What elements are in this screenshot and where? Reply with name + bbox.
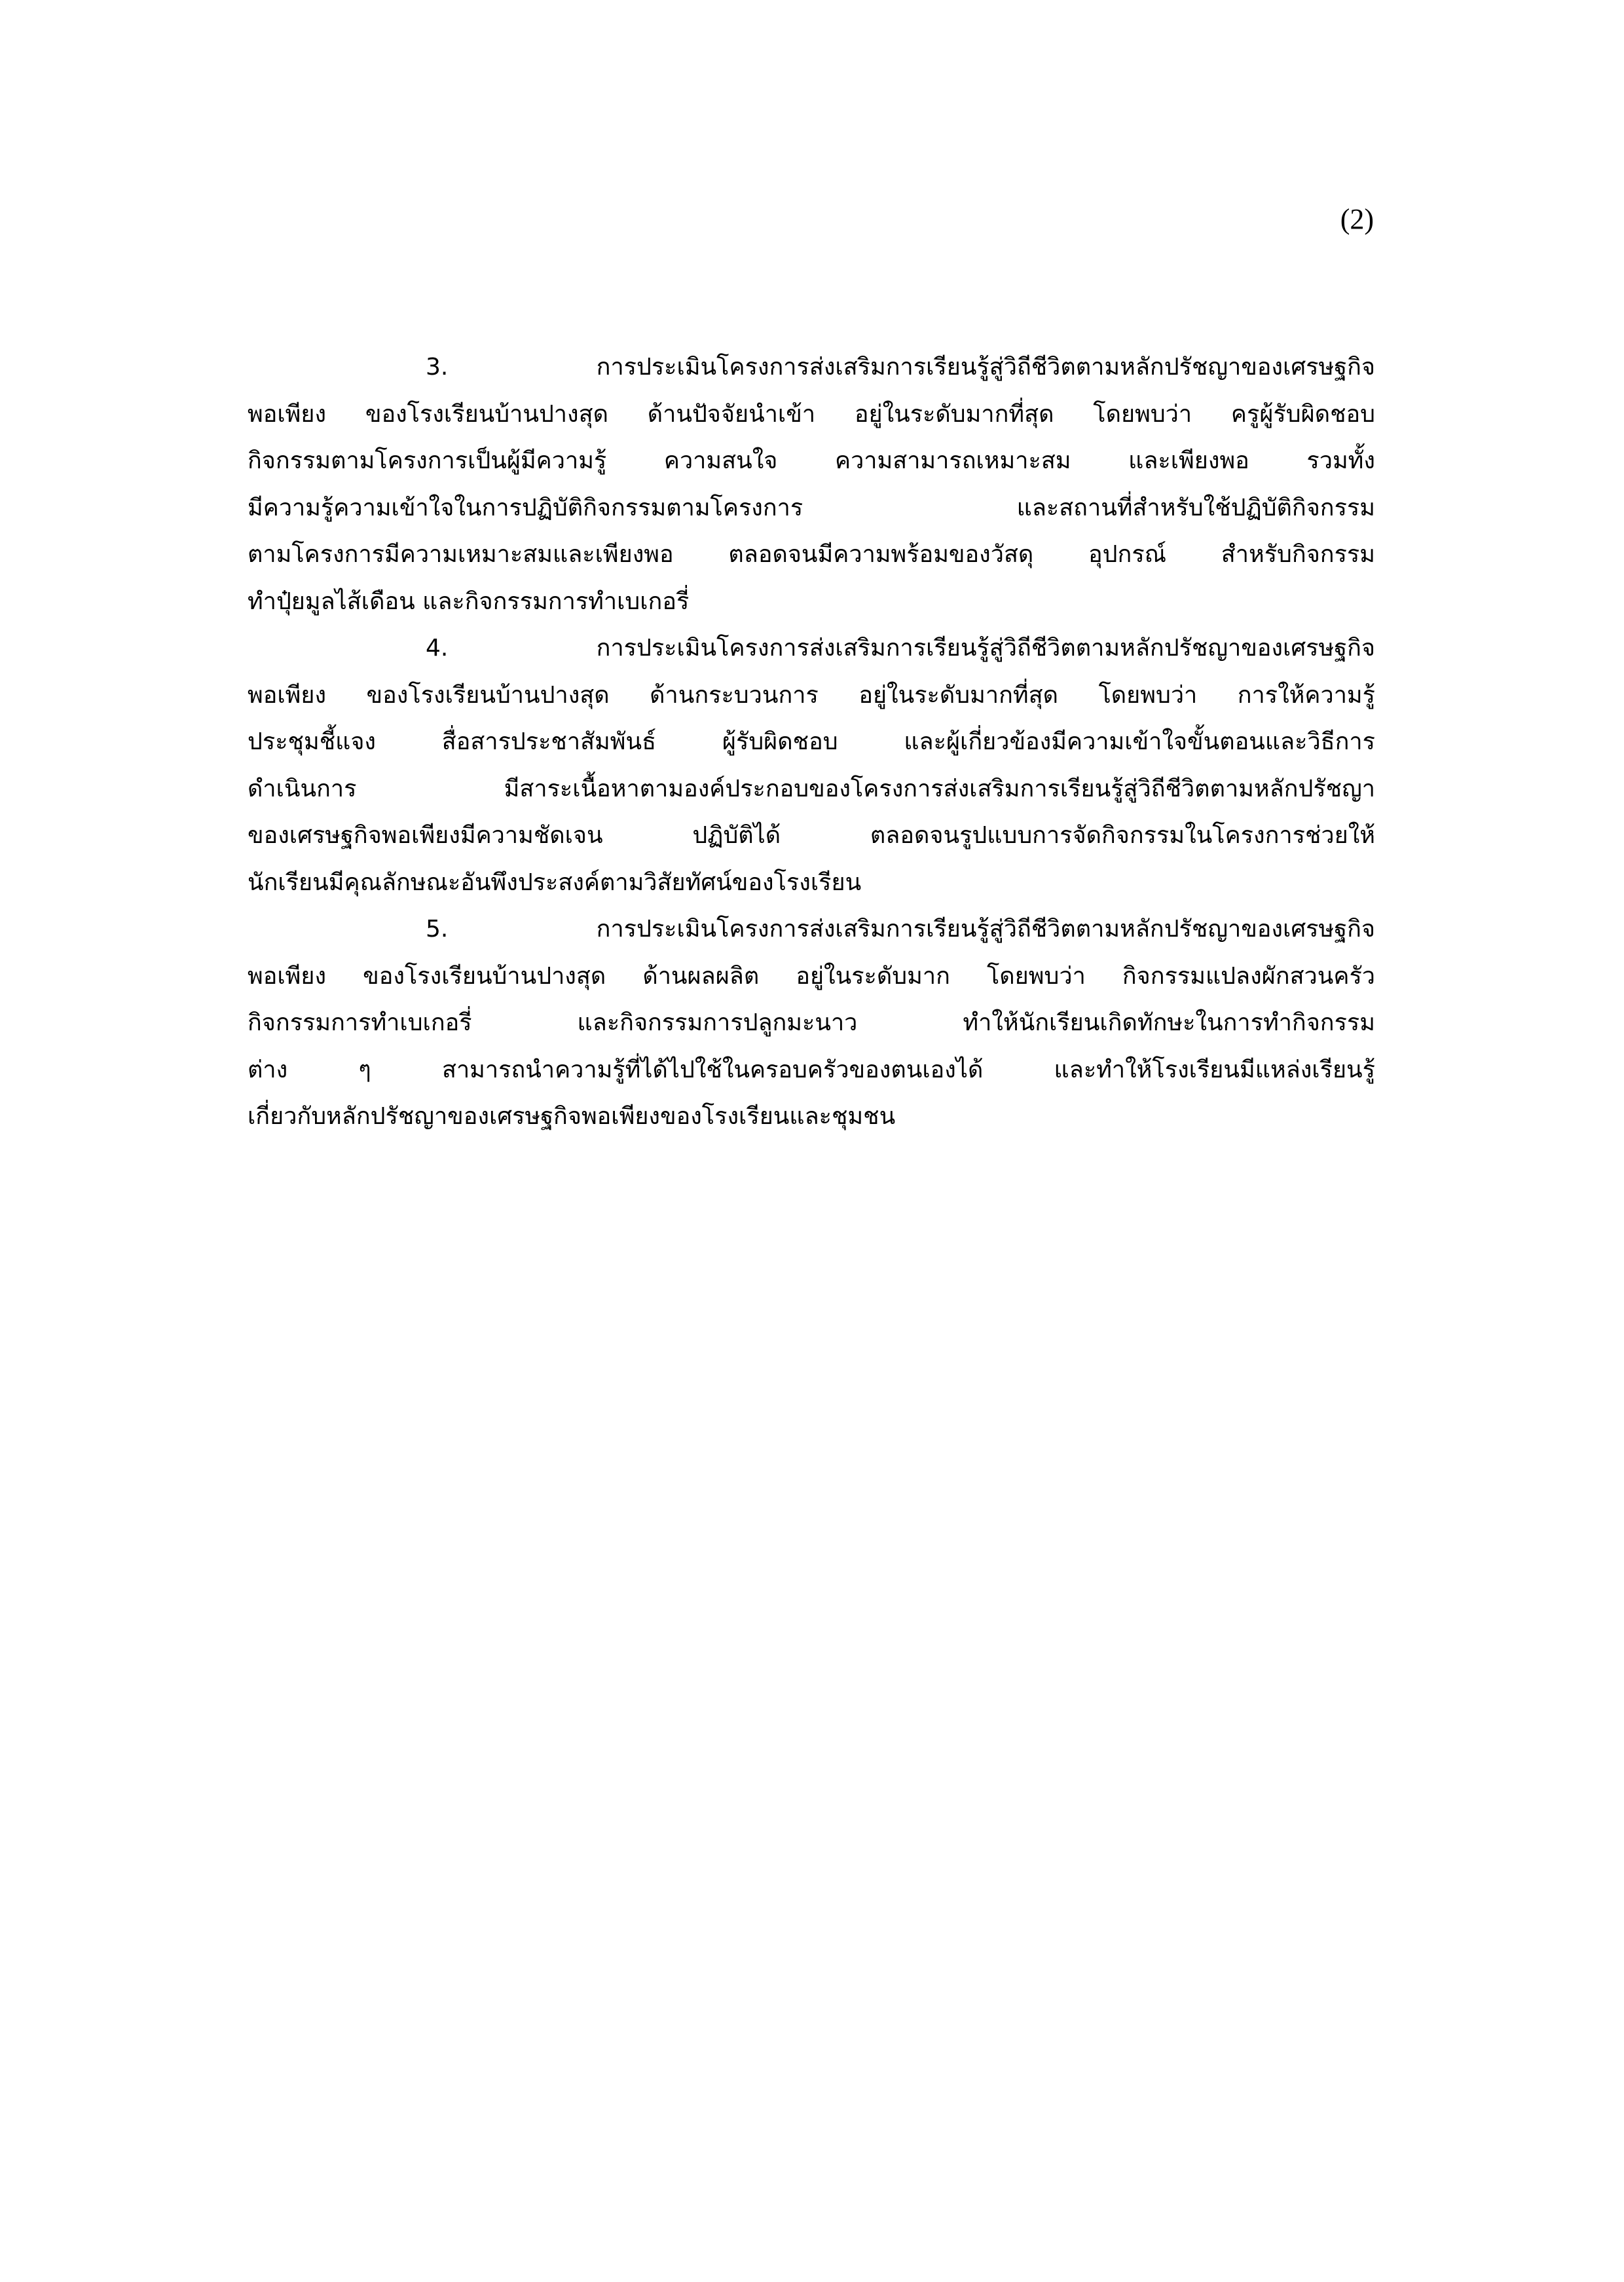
paragraph-line: ของเศรษฐกิจพอเพียงมีความชัดเจน ปฏิบัติได้ ตลอดจนรูปแบบการจัดกิจกรรมในโครงการช่วยให้ — [248, 822, 1375, 849]
paragraph-line: พอเพียง ของโรงเรียนบ้านปางสุด ด้านปัจจัยนำเข้า อยู่ในระดับมากที่สุด โดยพบว่า ครูผู้รับผิดชอบ — [248, 400, 1375, 428]
paragraph-line: กิจกรรมการทำเบเกอรี่ และกิจกรรมการปลูกมะนาว ทำให้นักเรียนเกิดทักษะในการทำกิจกรรม — [248, 1009, 1375, 1036]
document-body — [248, 344, 1375, 1140]
paragraph-line: กิจกรรมตามโครงการเป็นผู้มีความรู้ ความสนใจ ความสามารถเหมาะสม และเพียงพอ รวมทั้ง — [248, 447, 1375, 474]
paragraph-line: 3. การประเมินโครงการส่งเสริมการเรียนรู้สู่วิถีชีวิตตามหลักปรัชญาของเศรษฐกิจ — [426, 354, 1375, 381]
paragraph-line: ต่าง ๆ สามารถนำความรู้ที่ได้ไปใช้ในครอบครัวของตนเองได้ และทำให้โรงเรียนมีแหล่งเรียนรู้ — [248, 1056, 1375, 1083]
paragraph-line: 5. การประเมินโครงการส่งเสริมการเรียนรู้สู่วิถีชีวิตตามหลักปรัชญาของเศรษฐกิจ — [426, 916, 1375, 943]
paragraph-line: พอเพียง ของโรงเรียนบ้านปางสุด ด้านผลผลิต อยู่ในระดับมาก โดยพบว่า กิจกรรมแปลงผักสวนครัว — [248, 962, 1375, 990]
paragraph-line: ดำเนินการ มีสาระเนื้อหาตามองค์ประกอบของโครงการส่งเสริมการเรียนรู้สู่วิถีชีวิตตามหลักปรัชญา — [248, 775, 1375, 802]
paragraph-line: 4. การประเมินโครงการส่งเสริมการเรียนรู้สู่วิถีชีวิตตามหลักปรัชญาของเศรษฐกิจ — [426, 635, 1375, 662]
paragraph-line: พอเพียง ของโรงเรียนบ้านปางสุด ด้านกระบวนการ อยู่ในระดับมากที่สุด โดยพบว่า การให้ความรู้ — [248, 681, 1375, 709]
paragraph-line: ประชุมชี้แจง สื่อสารประชาสัมพันธ์ ผู้รับผิดชอบ และผู้เกี่ยวข้องมีความเข้าใจขั้นตอนและวิธีการ — [248, 728, 1375, 755]
paragraph-line: มีความรู้ความเข้าใจในการปฏิบัติกิจกรรมตามโครงการ และสถานที่สำหรับใช้ปฏิบัติกิจกรรม — [248, 494, 1375, 521]
paragraph-line: นักเรียนมีคุณลักษณะอันพึงประสงค์ตามวิสัยทัศน์ของโรงเรียน — [248, 869, 862, 896]
paragraph-line: ทำปุ๋ยมูลไส้เดือน และกิจกรรมการทำเบเกอรี่ — [248, 588, 690, 615]
page-number: (2) — [1340, 203, 1374, 235]
paragraph-line: ตามโครงการมีความเหมาะสมและเพียงพอ ตลอดจนมีความพร้อมของวัสดุ อุปกรณ์ สำหรับกิจกรรม — [248, 541, 1375, 568]
paragraph-4 — [248, 625, 1375, 906]
paragraph-3 — [248, 344, 1375, 625]
paragraph-5 — [248, 906, 1375, 1140]
paragraph-line: เกี่ยวกับหลักปรัชญาของเศรษฐกิจพอเพียงของโรงเรียนและชุมชน — [248, 1103, 896, 1130]
